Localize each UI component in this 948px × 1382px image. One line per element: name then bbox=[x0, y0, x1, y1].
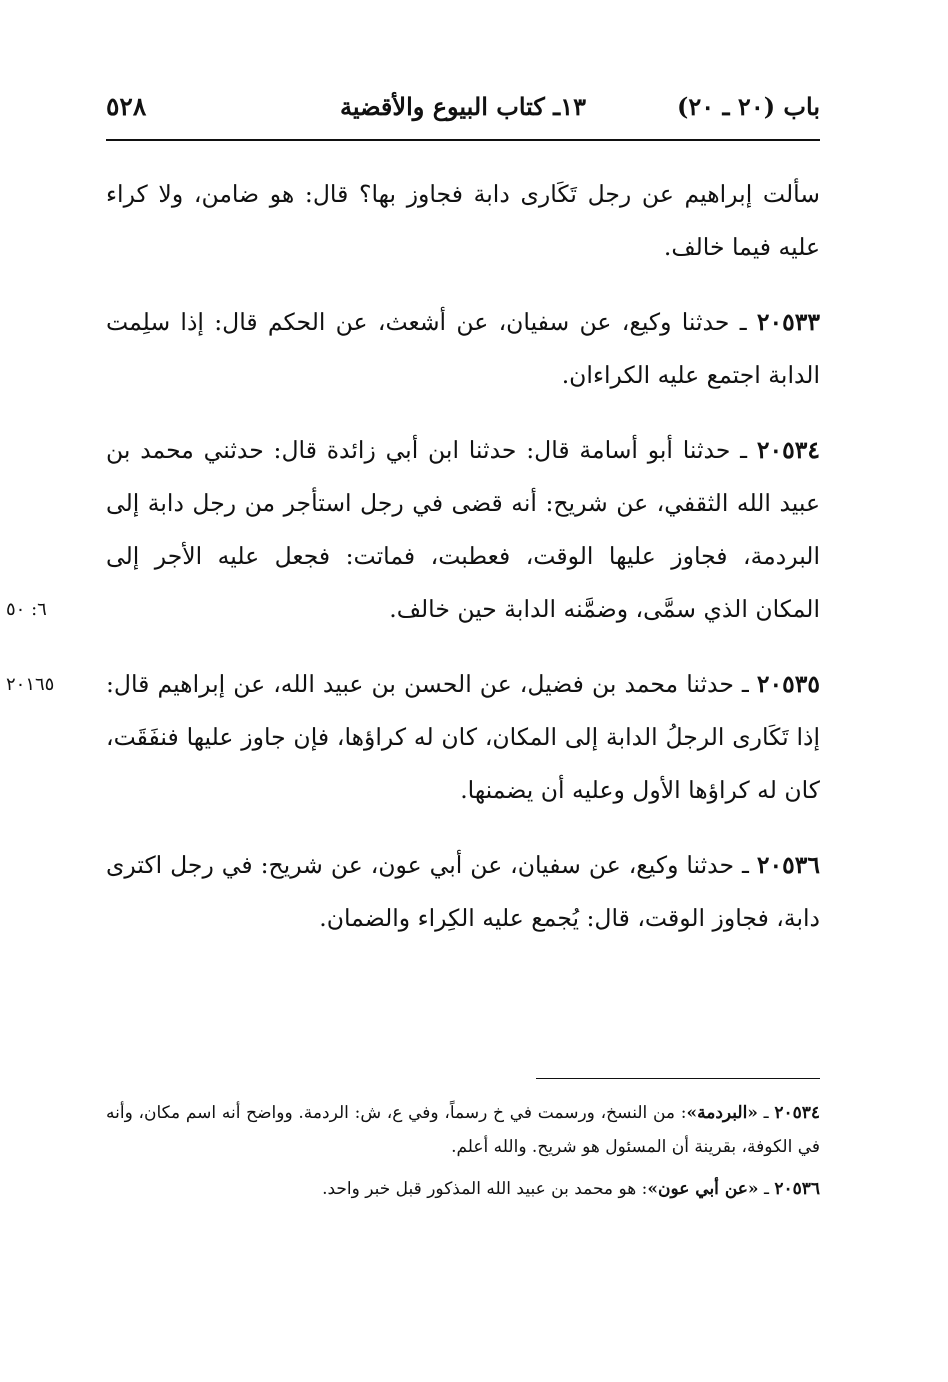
hadith-number: ٢٠٥٣٦ bbox=[756, 851, 820, 879]
page-number: ٥٢٨ bbox=[106, 92, 147, 121]
paragraph-text: ـ حدثنا محمد بن فضيل، عن الحسن بن عبيد الله، عن إبراهيم قال: إذا تَكَارى الرجلُ الدابة إلى المكان، كان له كراؤها، فإن جاوز عليها فنفَقَت، كان له كراؤها الأول وعليه أن يضمنها. bbox=[106, 670, 820, 804]
paragraph-text: ـ حدثنا وكيع، عن سفيان، عن أشعث، عن الحكم قال: إذا سلِمت الدابة اجتمع عليه الكراءان. bbox=[106, 308, 820, 389]
header-divider bbox=[106, 139, 820, 141]
footnote-divider bbox=[536, 1078, 820, 1079]
paragraph-text: ـ حدثنا وكيع، عن سفيان، عن أبي عون، عن شريح: في رجل اكترى دابة، فجاوز الوقت، قال: يُجمع عليه الكِراء والضمان. bbox=[106, 851, 820, 932]
footnote-text: : هو محمد بن عبيد الله المذكور قبل خبر واحد. bbox=[322, 1179, 648, 1199]
footnotes bbox=[106, 1096, 820, 1206]
hadith-paragraph bbox=[6, 424, 820, 636]
footnote-term: «عن أبي عون» bbox=[647, 1179, 759, 1199]
footnote-number: ٢٠٥٣٦ bbox=[774, 1179, 820, 1199]
footnote-number: ٢٠٥٣٤ bbox=[774, 1103, 820, 1123]
paragraph bbox=[106, 168, 820, 274]
book-title: ١٣ـ كتاب البيوع والأقضية bbox=[340, 92, 586, 121]
margin-reference: ٢٠١٦٥ bbox=[6, 674, 55, 695]
hadith-paragraph bbox=[6, 658, 820, 817]
footnote: ٢٠٥٣٦ ـ «عن أبي عون»: هو محمد بن عبيد الله المذكور قبل خبر واحد. bbox=[322, 1179, 820, 1199]
hadith-paragraph bbox=[106, 839, 820, 945]
footnote-text: : من النسخ، ورسمت في خ رسماً، وفي ع، ش: الردمة. وواضح أنه اسم مكان، وأنه في الكوفة، بقرينة أن المسئول هو شريح. والله أعلم. bbox=[106, 1103, 820, 1157]
main-text bbox=[6, 168, 820, 945]
hadith-number: ٢٠٥٣٤ bbox=[756, 436, 820, 464]
chapter-label: باب (٢٠ ـ ٢٠) bbox=[677, 92, 820, 121]
footnote-term: «البردمة» bbox=[686, 1103, 758, 1123]
margin-reference: ٦: ٥٠ bbox=[6, 599, 47, 620]
paragraph-text: ـ حدثنا أبو أسامة قال: حدثنا ابن أبي زائدة قال: حدثني محمد بن عبيد الله الثقفي، عن شريح: أنه قضى في رجل استأجر من رجل دابة إلى البردمة، فجاوز عليها الوقت، فعطبت، فماتت: فجعل عليه الأجر إلى المكان الذي سمَّى، وضمَّنه الدابة حين خالف. bbox=[106, 436, 820, 623]
footnote: ٢٠٥٣٤ ـ «البردمة»: من النسخ، ورسمت في خ رسماً، وفي ع، ش: الردمة. وواضح أنه اسم مكان، وأنه في الكوفة، بقرينة أن المسئول هو شريح. والله أعلم. bbox=[106, 1103, 820, 1157]
hadith-number: ٢٠٥٣٣ bbox=[756, 308, 820, 336]
hadith-number: ٢٠٥٣٥ bbox=[756, 670, 820, 698]
hadith-paragraph bbox=[106, 296, 820, 402]
paragraph-text: سألت إبراهيم عن رجل تَكَارى دابة فجاوز بها؟ قال: هو ضامن، ولا كراء عليه فيما خالف. bbox=[106, 180, 820, 261]
running-header bbox=[106, 88, 820, 132]
